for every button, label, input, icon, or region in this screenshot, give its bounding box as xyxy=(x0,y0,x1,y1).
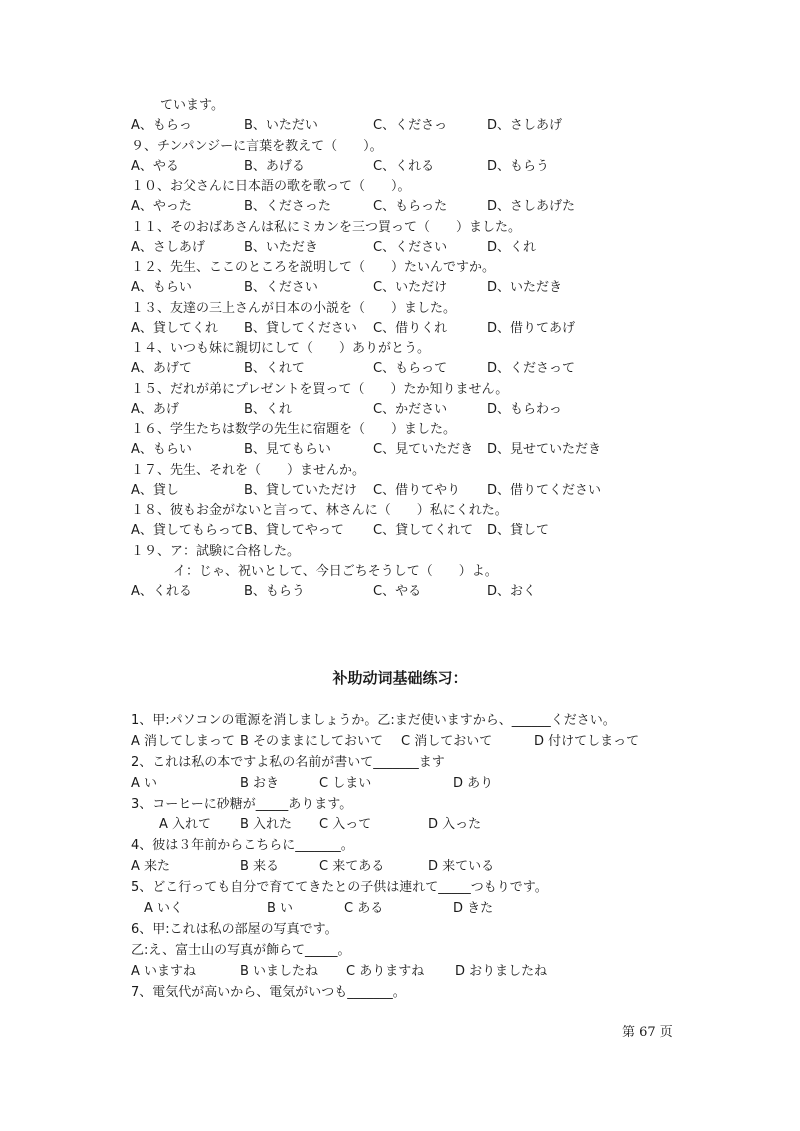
answer-option: B、くださった xyxy=(244,199,331,215)
answer-option: D、くれ xyxy=(487,239,537,255)
question-text: 6、甲:これは私の部屋の写真です。 xyxy=(131,921,338,937)
answer-options xyxy=(131,481,731,501)
page-number: 第 67 页 xyxy=(622,1025,673,1040)
answer-option: C ある xyxy=(344,901,384,917)
answer-option: C、貸してくれて xyxy=(373,523,474,539)
answer-option: C、もらって xyxy=(373,361,448,377)
answer-option: A 来た xyxy=(131,859,171,875)
question-text: １５、だれが弟にプレゼントを買って（ ）たか知りません。 xyxy=(131,381,509,397)
answer-option: B、ください xyxy=(244,280,318,296)
answer-options xyxy=(131,440,731,460)
answer-option: A、さしあげ xyxy=(131,239,205,255)
answer-option: A、貸し xyxy=(131,482,179,498)
answer-option: B、貸していただけ xyxy=(244,482,357,498)
answer-option: C、借りてやり xyxy=(373,482,461,498)
answer-option: B、もらう xyxy=(244,584,305,599)
answer-options xyxy=(131,197,731,217)
answer-option: C 来てある xyxy=(319,859,385,875)
answer-option: D、いただき xyxy=(487,280,563,296)
answer-option: D きた xyxy=(453,901,494,917)
answer-options xyxy=(131,359,731,379)
answer-option: B おき xyxy=(240,775,280,791)
question-continuation: イ：じゃ、祝いとして、今日ごちそうして（ ）よ。 xyxy=(173,563,498,579)
answer-option: C、かださい xyxy=(373,401,448,417)
answer-option: B、貸してください xyxy=(244,320,357,336)
question-text: １２、先生、ここのところを説明して（ ）たいんですか。 xyxy=(131,260,496,275)
answer-options xyxy=(131,856,691,877)
answer-option: A いく xyxy=(144,901,184,917)
answer-option: C、見ていただき xyxy=(373,442,474,458)
question-text: ９、チンパンジーに言葉を教えて（ ）。 xyxy=(131,138,383,154)
answer-option: C 消しておいて xyxy=(401,733,493,749)
answer-option: D 来ている xyxy=(428,859,495,875)
answer-option: D おりましたね xyxy=(455,963,548,979)
answer-option: C、くださっ xyxy=(373,118,448,134)
answer-option: A、もらっ xyxy=(131,118,192,134)
answer-option: A 入れて xyxy=(159,817,212,833)
answer-option: A、あげて xyxy=(131,361,192,377)
answer-option: A、くれる xyxy=(131,584,192,599)
question-text: 3、コーヒーに砂糖が_____あります。 xyxy=(131,796,353,812)
answer-options xyxy=(131,319,731,339)
question-text: １３、友達の三上さんが日本の小説を（ ）ました。 xyxy=(131,300,457,316)
answer-option: B、くれ xyxy=(244,401,292,417)
answer-option: A、もらい xyxy=(131,442,192,458)
answer-option: A、もらい xyxy=(131,280,192,296)
question-continuation: ています。 xyxy=(160,98,224,113)
answer-options xyxy=(131,773,691,794)
answer-option: C、いただけ xyxy=(373,280,448,296)
question-text: 5、どこ行っても自分で育ててきたとの子供は連れて_____つもりです。 xyxy=(131,880,548,896)
question-text: １１、そのおばあさんは私にミカンを三つ買って（ ）ました。 xyxy=(131,219,522,235)
answer-option: B 来る xyxy=(240,859,280,875)
answer-option: B い xyxy=(267,901,294,917)
answer-option: A、やる xyxy=(131,158,179,174)
answer-options xyxy=(131,731,691,752)
answer-option: B、貸してやって xyxy=(244,523,344,539)
answer-option: C 入って xyxy=(319,817,372,833)
question-text: 4、彼は３年前からこちらに_______。 xyxy=(131,838,354,854)
answer-option: C、借りくれ xyxy=(373,320,448,336)
answer-option: D、さしあげ xyxy=(487,118,563,134)
answer-options xyxy=(131,582,731,602)
answer-option: C ありますね xyxy=(346,963,425,979)
answer-option: C、くれる xyxy=(373,158,435,174)
answer-option: D あり xyxy=(453,775,494,791)
answer-options xyxy=(131,961,691,982)
question-text: １７、先生、それを（ ）ませんか。 xyxy=(131,462,366,478)
exercise-part-2 xyxy=(131,710,691,1002)
answer-options xyxy=(131,521,731,541)
question-text: １０、お父さんに日本語の歌を歌って（ ）。 xyxy=(131,179,411,194)
answer-option: A、貸してもらって xyxy=(131,523,244,539)
answer-option: B 入れた xyxy=(240,817,293,833)
answer-option: D、おく xyxy=(487,584,537,599)
answer-option: C しまい xyxy=(319,775,372,791)
answer-option: A、あげ xyxy=(131,401,179,417)
answer-option: A いますね xyxy=(131,963,197,979)
answer-option: D、もらわっ xyxy=(487,401,562,417)
answer-options xyxy=(131,400,731,420)
answer-option: A い xyxy=(131,775,158,791)
answer-options xyxy=(131,278,731,298)
answer-option: B そのままにしておいて xyxy=(240,733,384,749)
answer-option: A 消してしまって xyxy=(131,733,236,749)
answer-options xyxy=(131,814,691,835)
answer-option: B、いただき xyxy=(244,239,318,255)
question-text: 乙:え、富士山の写真が飾らて_____。 xyxy=(131,942,351,958)
question-text: 7、電気代が高いから、電気がいつも_______。 xyxy=(131,984,406,1000)
answer-option: D 入った xyxy=(428,817,482,833)
exercise-part-1 xyxy=(131,96,731,602)
answer-option: D 付けてしまって xyxy=(534,733,640,749)
question-text: １４、いつも妹に親切にして（ ）ありがとう。 xyxy=(131,341,431,356)
answer-option: D、見せていただき xyxy=(487,442,602,458)
answer-option: A、貸してくれ xyxy=(131,320,218,336)
answer-option: D、借りてください xyxy=(487,482,602,498)
answer-option: D、貸して xyxy=(487,523,550,539)
answer-options xyxy=(131,116,731,136)
answer-option: B、いただい xyxy=(244,118,318,134)
question-text: 1、甲:パソコンの電源を消しましょうか。乙:まだ使いますから、______ください。 xyxy=(131,713,616,728)
answer-option: A、やった xyxy=(131,199,192,215)
answer-option: C、やる xyxy=(373,584,422,599)
answer-option: B、見てもらい xyxy=(244,442,331,458)
answer-option: D、借りてあげ xyxy=(487,320,576,336)
answer-options xyxy=(131,157,731,177)
answer-options xyxy=(131,898,691,919)
question-text: １９、ア：試験に合格した。 xyxy=(131,543,301,559)
answer-options xyxy=(131,238,731,258)
answer-option: B、あげる xyxy=(244,158,305,174)
answer-option: B、くれて xyxy=(244,361,305,377)
answer-option: D、もらう xyxy=(487,158,550,174)
question-text: 2、これは私の本ですよ私の名前が書いて_______ます xyxy=(131,754,445,770)
section-title: 补助动词基础练习： xyxy=(332,669,468,687)
question-text: １８、彼もお金がないと言って、林さんに（ ）私にくれた。 xyxy=(131,503,508,518)
answer-option: D、くださって xyxy=(487,361,576,377)
answer-option: C、ください xyxy=(373,239,448,255)
answer-option: D、さしあげた xyxy=(487,199,576,215)
question-text: １６、学生たちは数学の先生に宿題を（ ）ました。 xyxy=(131,422,457,437)
answer-option: B いましたね xyxy=(240,963,319,979)
answer-option: C、もらった xyxy=(373,199,448,215)
